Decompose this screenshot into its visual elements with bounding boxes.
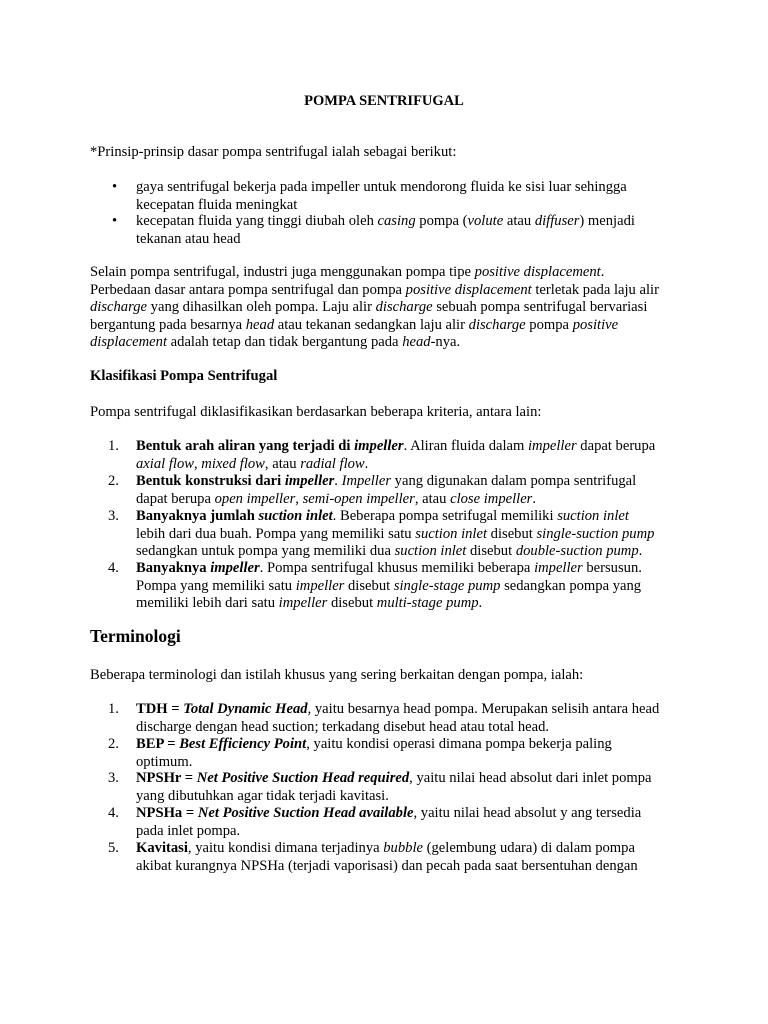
klasifikasi-heading: Klasifikasi Pompa Sentrifugal (90, 368, 278, 384)
bullet-2-line-1: kecepatan fluida yang tinggi diubah oleh casing pompa (volute atau diffuser) menjadi (136, 213, 635, 229)
doc-title: POMPA SENTRIFUGAL (304, 93, 464, 109)
bullet-1-line-2: kecepatan fluida meningkat (136, 196, 298, 213)
klasifikasi-item-3: 3. Banyaknya jumlah suction inlet. Beberapa pompa setrifugal memiliki suction inlet lebih dari dua buah. Pompa yang memiliki satu suction inlet disebut single-suction pump sedangkan untuk pompa yang memiliki dua suction inlet disebut double-suction pump. (108, 508, 655, 559)
klasifikasi-item-2: 2. Bentuk konstruksi dari impeller. Impeller yang digunakan dalam pompa sentrifugal dapat berupa open impeller, semi-open impeller, atau close impeller. (108, 473, 637, 507)
terminologi-item-2: 2. BEP = Best Efficiency Point, yaitu kondisi operasi dimana pompa bekerja paling optimum. (108, 736, 612, 770)
bullet-2-line-2: tekanan atau head (136, 230, 241, 247)
terminologi-item-3: 3. NPSHr = Net Positive Suction Head required, yaitu nilai head absolut dari inlet pompa yang dibutuhkan agar tidak terjadi kavitasi. (108, 770, 652, 804)
klasifikasi-item-1: 1. Bentuk arah aliran yang terjadi di impeller. Aliran fluida dalam impeller dapat berupa axial flow, mixed flow, atau radial flow. (108, 438, 656, 472)
bullet-1-line-1: gaya sentrifugal bekerja pada impeller untuk mendorong fluida ke sisi luar sehingga (136, 179, 627, 195)
bullet-dot-icon: • (112, 179, 118, 195)
terminologi-intro: Beberapa terminologi dan istilah khusus yang sering berkaitan dengan pompa, ialah: (90, 667, 584, 683)
terminologi-item-5: 5. Kavitasi, yaitu kondisi dimana terjadinya bubble (gelembung udara) di dalam pompa akibat kurangnya NPSHa (terjadi vaporisasi) dan pecah pada saat bersentuhan dengan (108, 840, 638, 874)
bullet-item-1 (112, 179, 666, 214)
klasifikasi-item-4: 4. Banyaknya impeller. Pompa sentrifugal khusus memiliki beberapa impeller bersusun. Pompa yang memiliki satu impeller disebut single-stage pump sedangkan pompa yang memiliki lebih dari satu impeller disebut multi-stage pump. (108, 560, 642, 611)
terminologi-heading: Terminologi (90, 626, 181, 646)
terminologi-item-4: 4. NPSHa = Net Positive Suction Head available, yaitu nilai head absolut y ang tersedia pada inlet pompa. (108, 805, 642, 839)
klasifikasi-intro: Pompa sentrifugal diklasifikasikan berdasarkan beberapa kriteria, antara lain: (90, 404, 542, 420)
intro-line: *Prinsip-prinsip dasar pompa sentrifugal ialah sebagai berikut: (90, 144, 457, 160)
bullet-dot-icon: • (112, 213, 118, 229)
bullet-item-2 (112, 213, 666, 248)
paragraph-positive-displacement: Selain pompa sentrifugal, industri juga menggunakan pompa tipe positive displacement. Perbedaan dasar antara pompa sentrifugal dan pompa positive displacement terletak pada laju alir discharge yang dihasilkan oleh pompa. Laju alir discharge sebuah pompa sentrifugal bervariasi bergantung pada besarnya head atau tekanan sedangkan laju alir discharge pompa positive displacement adalah tetap dan tidak bergantung pada head-nya. (90, 264, 659, 350)
terminologi-item-1: 1. TDH = Total Dynamic Head, yaitu besarnya head pompa. Merupakan selisih antara head discharge dengan head suction; terkadang disebut head atau total head. (108, 701, 660, 735)
